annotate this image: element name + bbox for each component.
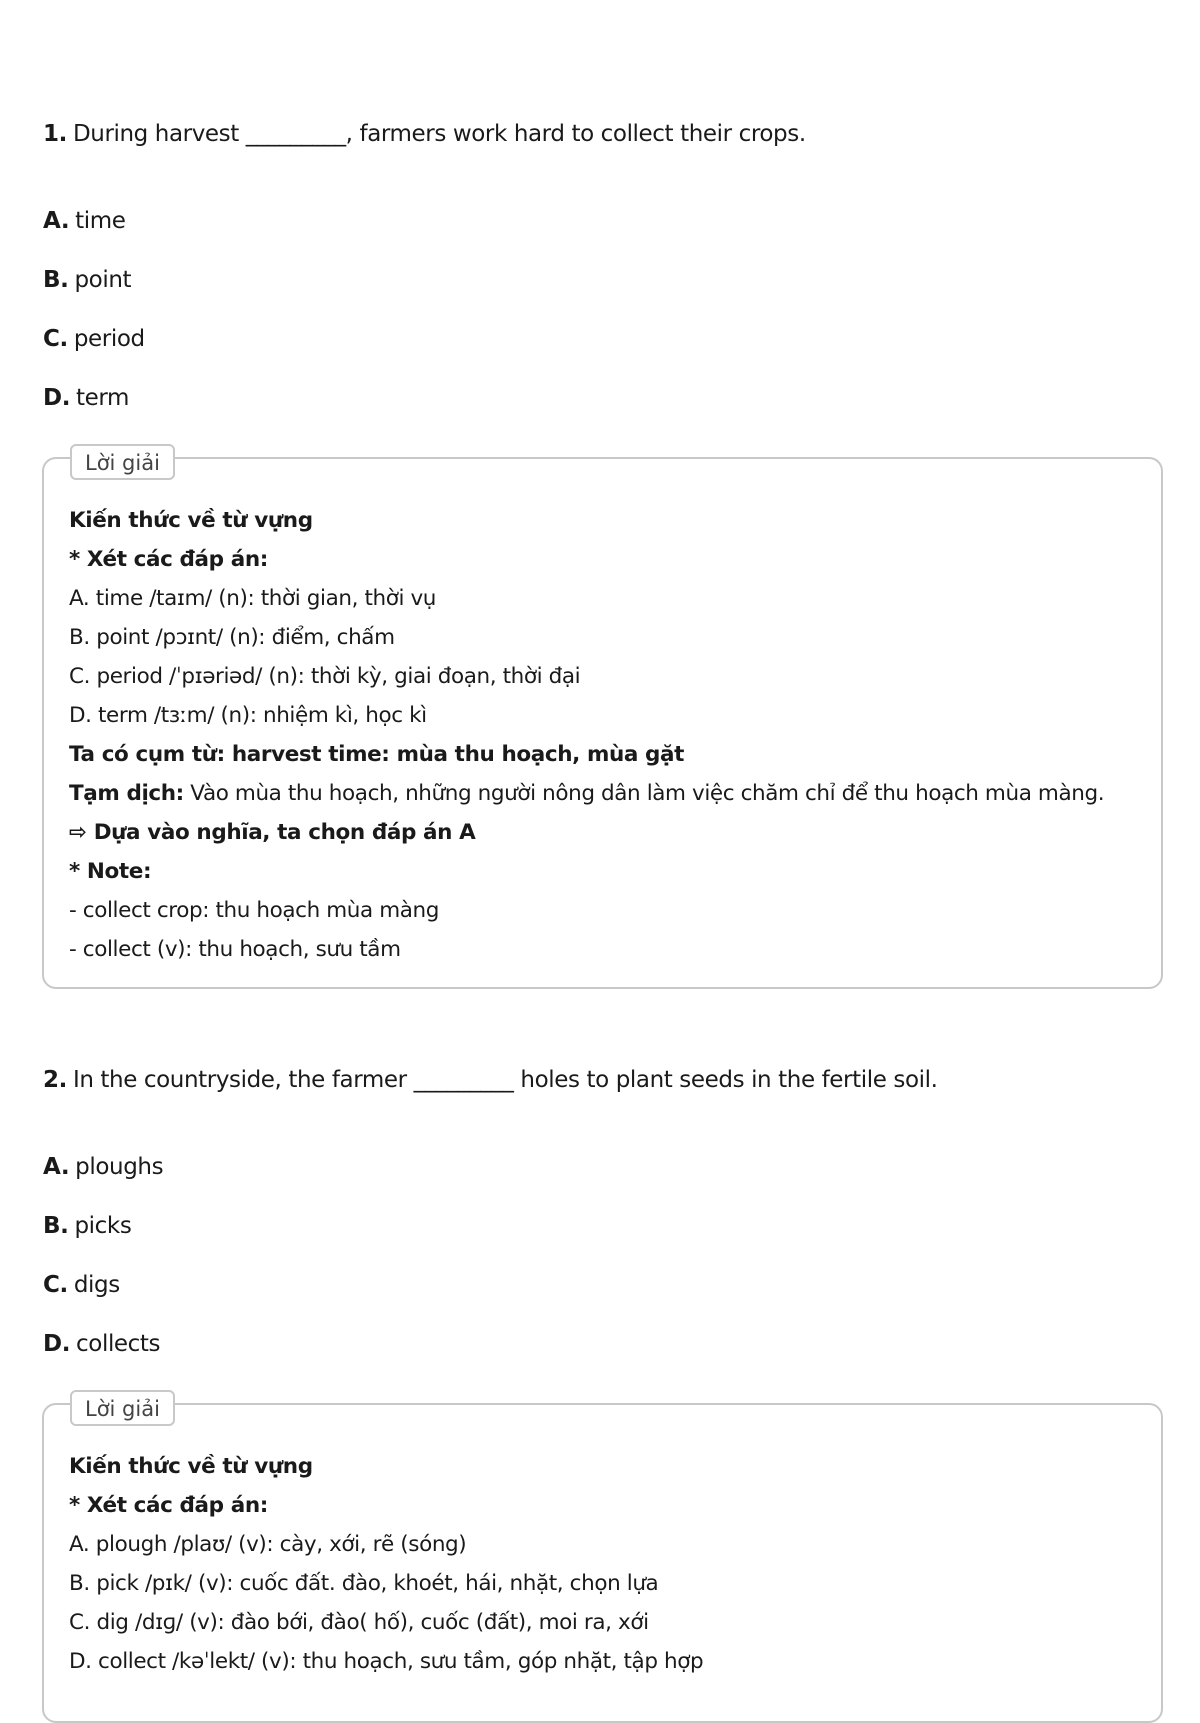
solution-item: A. time /taɪm/ (n): thời gian, thời vụ — [69, 586, 437, 611]
solution-item: B. pick /pɪk/ (v): cuốc đất. đào, khoét, hái, nhặt, chọn lựa — [69, 1571, 659, 1596]
solution-item: D. term /tɜːm/ (n): nhiệm kì, học kì — [69, 703, 427, 728]
option-text: time — [75, 208, 126, 234]
option-text: digs — [73, 1272, 120, 1298]
solution-item: D. collect /kəˈlekt/ (v): thu hoạch, sưu tầm, góp nhặt, tập hợp — [69, 1649, 704, 1674]
question-number: 1. — [43, 121, 67, 147]
solution-box-1 — [42, 451, 1163, 989]
option-a — [43, 208, 126, 234]
option-letter: B. — [43, 1213, 69, 1239]
solution-label: Lời giải — [70, 1390, 175, 1426]
solution-note: - collect crop: thu hoạch mùa màng — [69, 898, 440, 923]
option-text: point — [74, 267, 132, 293]
question-2 — [43, 1067, 938, 1093]
option-letter: D. — [43, 385, 71, 411]
solution-note: - collect (v): thu hoạch, sưu tầm — [69, 937, 401, 962]
solution-heading: Kiến thức về từ vựng — [69, 508, 313, 533]
solution-phrase: Ta có cụm từ: harvest time: mùa thu hoạch, mùa gặt — [69, 742, 685, 767]
solution-item: A. plough /plaʊ/ (v): cày, xới, rẽ (sóng) — [69, 1532, 467, 1557]
solution-content — [69, 501, 1151, 969]
option-d — [43, 1331, 160, 1357]
option-letter: A. — [43, 208, 70, 234]
option-text: picks — [74, 1213, 132, 1239]
option-letter: A. — [43, 1154, 70, 1180]
solution-conclusion: ⇨ Dựa vào nghĩa, ta chọn đáp án A — [69, 820, 476, 845]
solution-content — [69, 1447, 1151, 1681]
question-1 — [43, 121, 806, 147]
option-c — [43, 1272, 120, 1298]
option-letter: B. — [43, 267, 69, 293]
translation-label: Tạm dịch: — [69, 781, 184, 806]
option-letter: C. — [43, 326, 68, 352]
option-b — [43, 267, 131, 293]
option-b — [43, 1213, 131, 1239]
translation-text: Vào mùa thu hoạch, những người nông dân làm việc chăm chỉ để thu hoạch mùa màng. — [183, 781, 1105, 806]
option-c — [43, 326, 145, 352]
solution-item: B. point /pɔɪnt/ (n): điểm, chấm — [69, 625, 395, 650]
solution-subheading: * Xét các đáp án: — [69, 547, 268, 572]
option-letter: D. — [43, 1331, 71, 1357]
solution-subheading: * Xét các đáp án: — [69, 1493, 268, 1518]
question-text: In the countryside, the farmer _________ holes to plant seeds in the fertile soil. — [72, 1067, 938, 1093]
option-text: ploughs — [75, 1154, 164, 1180]
option-letter: C. — [43, 1272, 68, 1298]
solution-item: C. dig /dɪɡ/ (v): đào bới, đào( hố), cuốc (đất), moi ra, xới — [69, 1610, 649, 1635]
solution-note-label: * Note: — [69, 859, 152, 884]
solution-translation — [69, 774, 1151, 813]
option-text: term — [76, 385, 130, 411]
solution-item: C. period /ˈpɪəriəd/ (n): thời kỳ, giai đoạn, thời đại — [69, 664, 581, 689]
solution-box-2 — [42, 1397, 1163, 1723]
option-a — [43, 1154, 163, 1180]
solution-heading: Kiến thức về từ vựng — [69, 1454, 313, 1479]
option-text: period — [73, 326, 145, 352]
option-text: collects — [76, 1331, 161, 1357]
solution-label: Lời giải — [70, 444, 175, 480]
question-text: During harvest _________, farmers work hard to collect their crops. — [72, 121, 806, 147]
option-d — [43, 385, 129, 411]
question-number: 2. — [43, 1067, 67, 1093]
